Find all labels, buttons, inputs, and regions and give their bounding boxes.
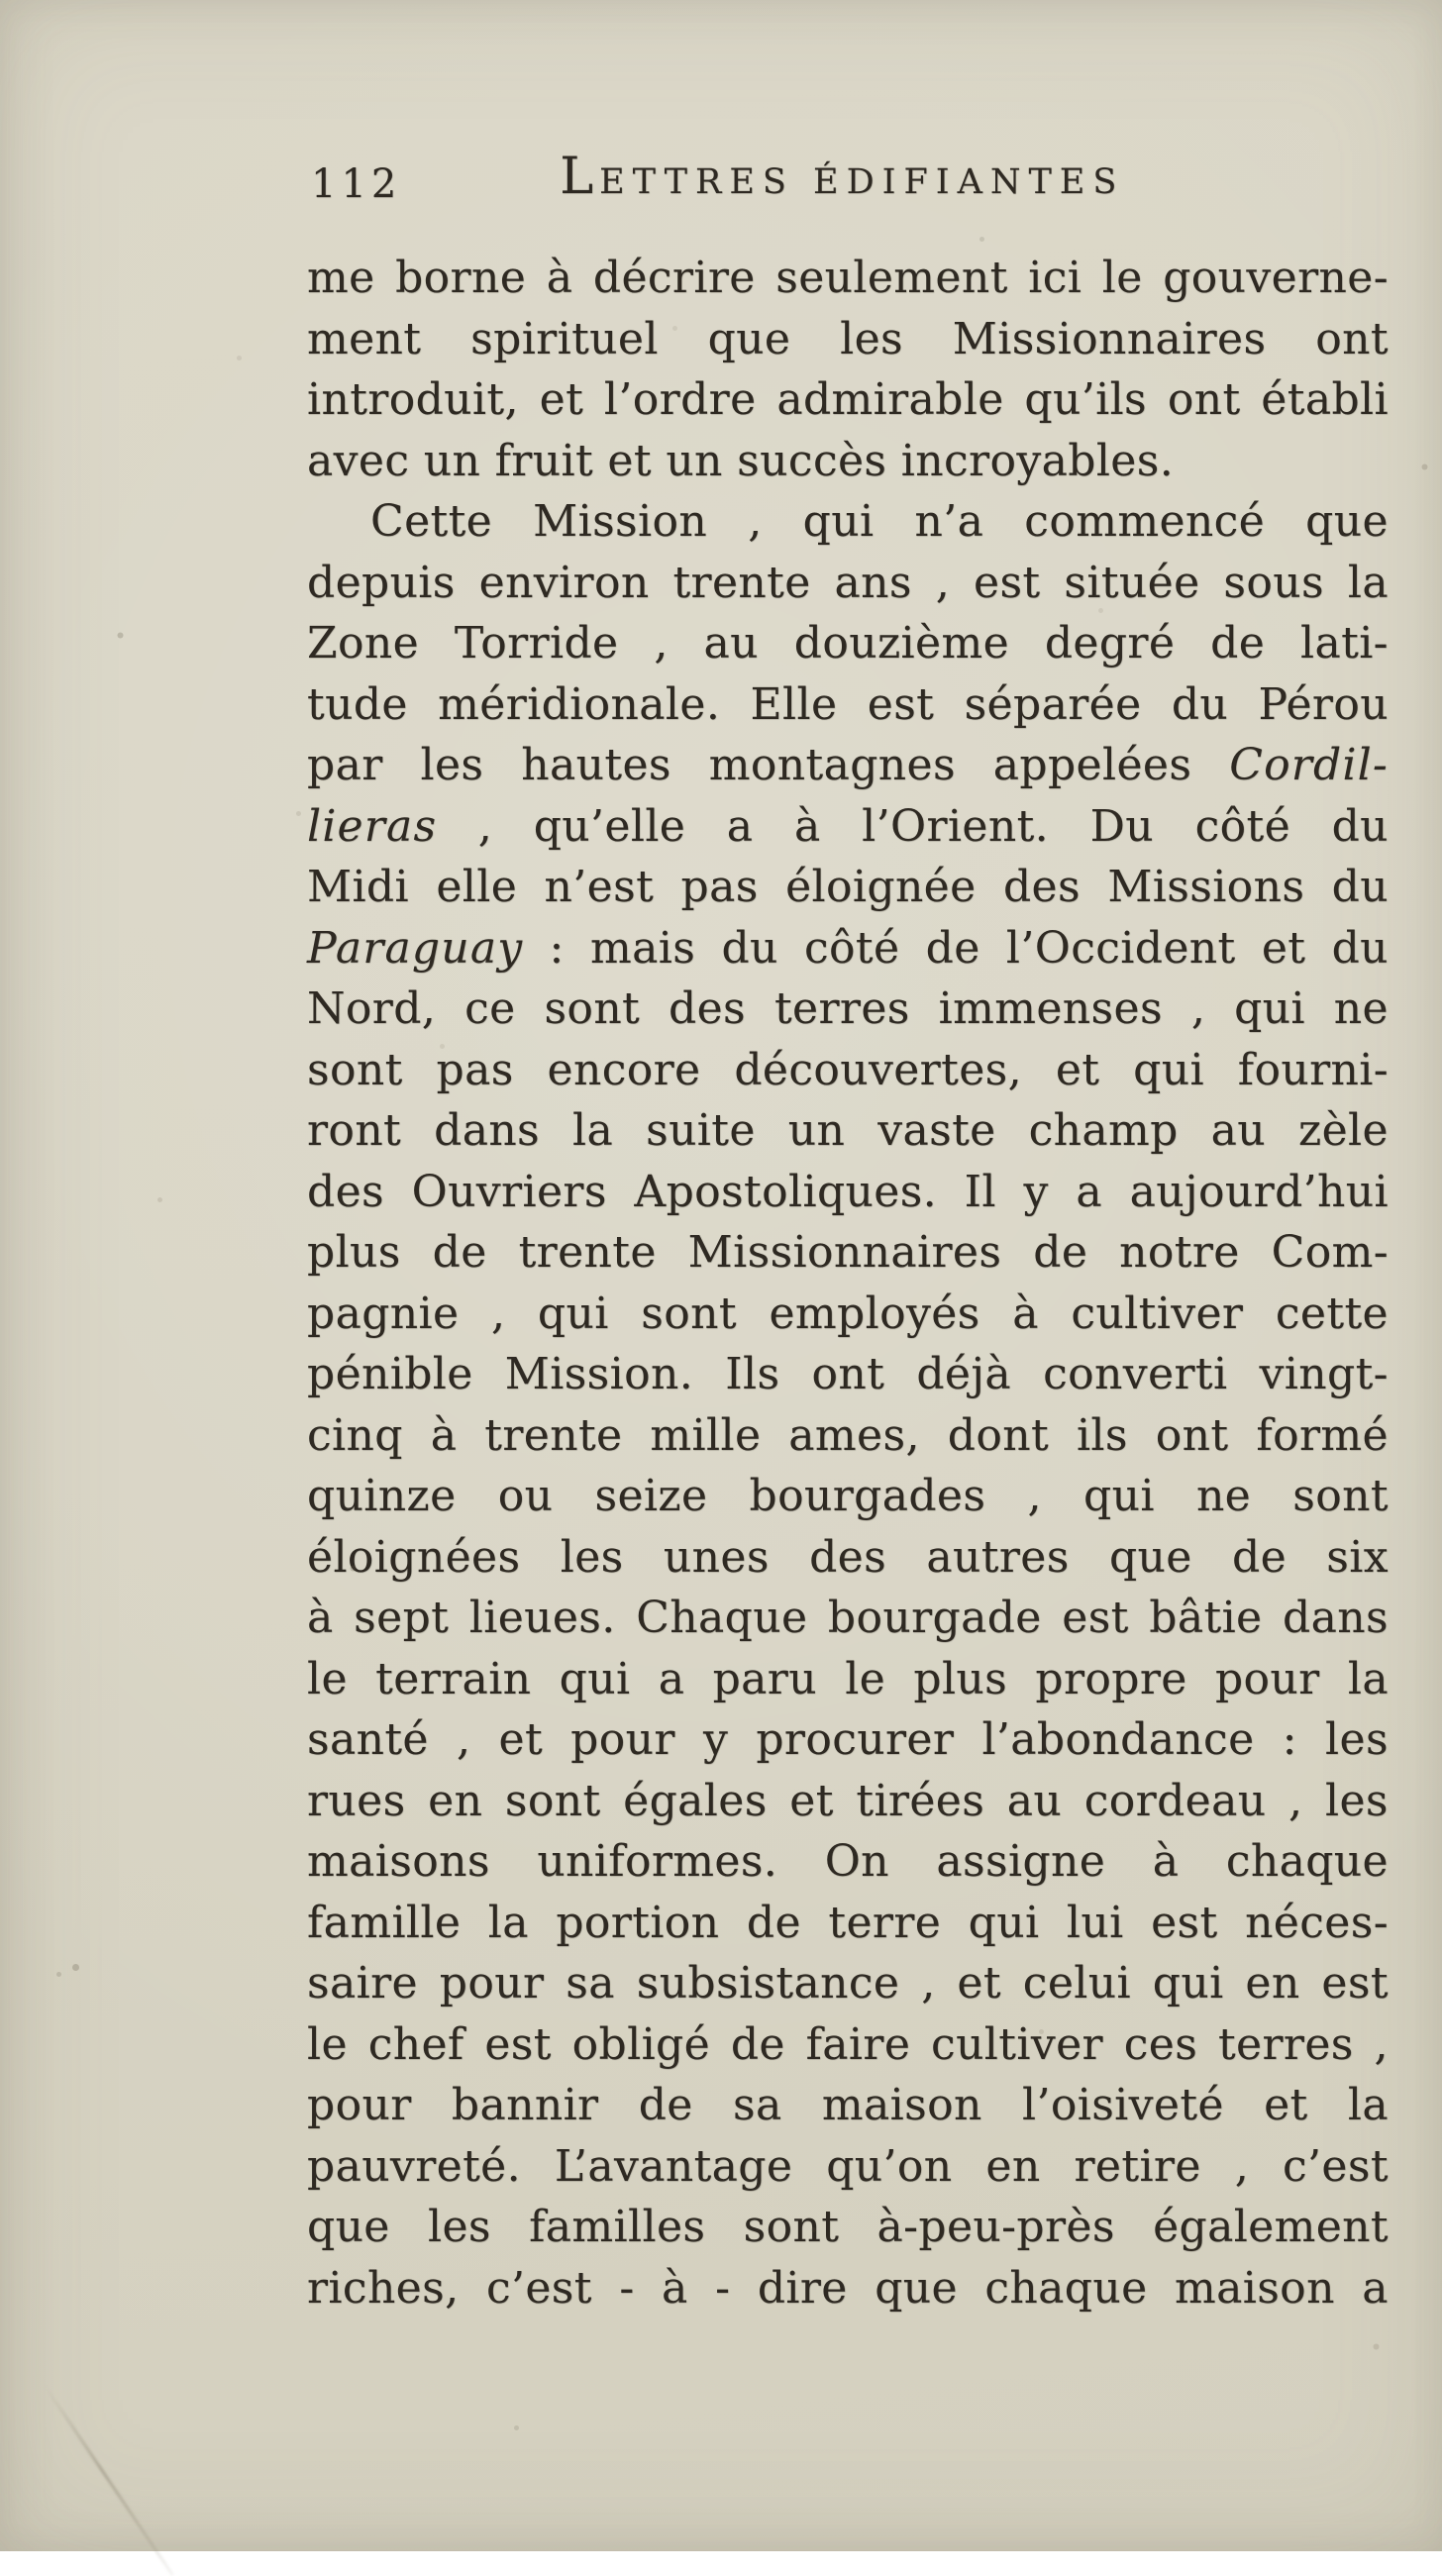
text-line: éloignées les unes des autres que de six	[307, 1527, 1389, 1589]
page-header	[307, 149, 1389, 212]
text-line: le chef est obligé de faire cultiver ces terres ,	[307, 2014, 1389, 2076]
page-number: 112	[311, 164, 401, 204]
text-line: avec un fruit et un succès incroyables.	[307, 431, 1389, 492]
text-line: pauvreté. L’avantage qu’on en retire , c’est	[307, 2136, 1389, 2198]
text-line: Zone Torride , au douzième degré de lati-	[307, 613, 1389, 674]
text-line: tude méridionale. Elle est séparée du Pérou	[307, 674, 1389, 736]
text-line: à sept lieues. Chaque bourgade est bâtie dans	[307, 1588, 1389, 1649]
text-line: le terrain qui a paru le plus propre pour la	[307, 1649, 1389, 1710]
running-title: LETTRES ÉDIFIANTES	[560, 155, 1124, 204]
text-line: cinq à trente mille ames, dont ils ont formé	[307, 1405, 1389, 1467]
text-line: ment spirituel que les Missionnaires ont	[307, 309, 1389, 370]
text-line: pénible Mission. Ils ont déjà converti vingt-	[307, 1344, 1389, 1405]
text-line: ront dans la suite un vaste champ au zèle	[307, 1100, 1389, 1162]
text-line: rues en sont égales et tirées au cordeau , les	[307, 1771, 1389, 1832]
text-line: lieras , qu’elle a à l’Orient. Du côté du	[307, 796, 1389, 858]
text-line: pour bannir de sa maison l’oisiveté et la	[307, 2075, 1389, 2136]
text-line: introduit, et l’ordre admirable qu’ils ont établi	[307, 369, 1389, 431]
text-line: maisons uniformes. On assigne à chaque	[307, 1831, 1389, 1893]
text-line: santé , et pour y procurer l’abondance : les	[307, 1709, 1389, 1771]
paper-crease	[43, 2384, 173, 2576]
text-line: famille la portion de terre qui lui est néces-	[307, 1893, 1389, 1954]
text-line: sont pas encore découvertes, et qui fourni-	[307, 1040, 1389, 1101]
text-line: Cette Mission , qui n’a commencé que	[307, 491, 1389, 553]
page-text	[307, 248, 1389, 2318]
text-line: depuis environ trente ans , est située sous la	[307, 553, 1389, 614]
text-line: Paraguay : mais du côté de l’Occident et du	[307, 918, 1389, 979]
text-line: que les familles sont à-peu-près également	[307, 2197, 1389, 2258]
text-line: Midi elle n’est pas éloignée des Missions du	[307, 857, 1389, 918]
text-line: quinze ou seize bourgades , qui ne sont	[307, 1466, 1389, 1527]
text-line: des Ouvriers Apostoliques. Il y a aujourd’hui	[307, 1162, 1389, 1223]
text-line: pagnie , qui sont employés à cultiver cette	[307, 1284, 1389, 1345]
text-line: me borne à décrire seulement ici le gouverne-	[307, 248, 1389, 309]
text-line: Nord, ce sont des terres immenses , qui ne	[307, 979, 1389, 1040]
text-line: plus de trente Missionnaires de notre Com-	[307, 1222, 1389, 1284]
text-line: par les hautes montagnes appelées Cordil-	[307, 735, 1389, 796]
text-line: saire pour sa subsistance , et celui qui en est	[307, 1953, 1389, 2014]
text-line: riches, c’est - à - dire que chaque maison a	[307, 2258, 1389, 2319]
